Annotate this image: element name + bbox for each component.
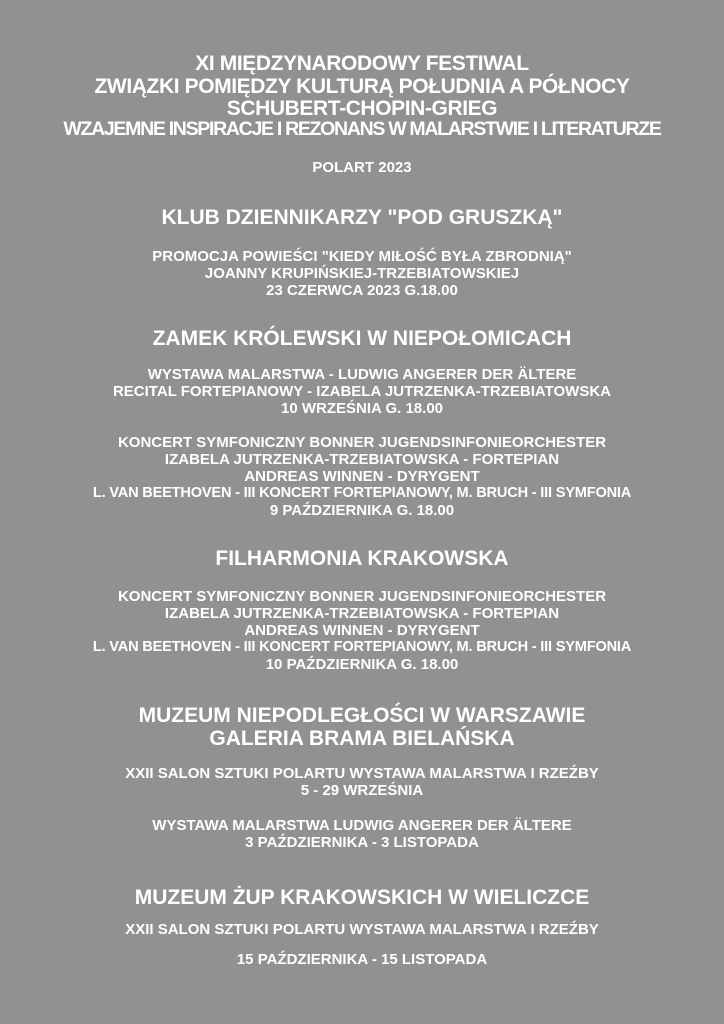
festival-edition: POLART 2023	[312, 159, 412, 176]
event-line: ANDREAS WINNEN - DYRYGENT	[244, 468, 480, 485]
event-line: PROMOCJA POWIEŚCI "KIEDY MIŁOŚĆ BYŁA ZBRODNIĄ"	[152, 248, 572, 265]
festival-title-line-3: SCHUBERT-CHOPIN-GRIEG	[226, 97, 498, 120]
event-line: WYSTAWA MALARSTWA - LUDWIG ANGERER DER ÄLTERE	[147, 366, 577, 383]
event-line: JOANNY KRUPIŃSKIEJ-TRZEBIATOWSKIEJ	[204, 265, 520, 282]
venue-name: MUZEUM NIEPODLEGŁOŚCI W WARSZAWIE	[138, 704, 586, 727]
event-line: L. VAN BEETHOVEN - III KONCERT FORTEPIANOWY, M. BRUCH - III SYMFONIA	[92, 639, 632, 655]
event-line: IZABELA JUTRZENKA-TRZEBIATOWSKA - FORTEPIAN	[164, 451, 560, 468]
event-line: 5 - 29 WRZEŚNIA	[300, 782, 424, 799]
event-line: XXII SALON SZTUKI POLARTU WYSTAWA MALARSTWA I RZEŹBY	[125, 921, 599, 938]
event-line: 23 CZERWCA 2023 G.18.00	[266, 282, 458, 299]
festival-title-line-2: ZWIĄZKI POMIĘDZY KULTURĄ POŁUDNIA A PÓŁNOCY	[94, 75, 630, 98]
event-line: KONCERT SYMFONICZNY BONNER JUGENDSINFONIEORCHESTER	[117, 434, 607, 451]
event-line: RECITAL FORTEPIANOWY - IZABELA JUTRZENKA-TRZEBIATOWSKA	[112, 383, 612, 400]
event-line: IZABELA JUTRZENKA-TRZEBIATOWSKA - FORTEPIAN	[164, 605, 560, 622]
festival-title-line-1: XI MIĘDZYNARODOWY FESTIWAL	[195, 52, 529, 75]
event-line: 10 WRZEŚNIA G. 18.00	[281, 400, 443, 417]
event-line: XXII SALON SZTUKI POLARTU WYSTAWA MALARSTWA I RZEŹBY	[125, 765, 599, 782]
event-line: WYSTAWA MALARSTWA LUDWIG ANGERER DER ÄLTERE	[152, 817, 572, 834]
event-line: KONCERT SYMFONICZNY BONNER JUGENDSINFONIEORCHESTER	[117, 588, 607, 605]
venue-name: MUZEUM ŻUP KRAKOWSKICH W WIELICZCE	[134, 886, 590, 909]
event-line: 10 PAŹDZIERNIKA G. 18.00	[265, 656, 459, 673]
venue-name: FILHARMONIA KRAKOWSKA	[215, 547, 509, 570]
venue-name: ZAMEK KRÓLEWSKI W NIEPOŁOMICACH	[152, 327, 572, 350]
event-line: ANDREAS WINNEN - DYRYGENT	[244, 622, 480, 639]
venue-name: KLUB DZIENNIKARZY "POD GRUSZKĄ"	[161, 206, 563, 229]
event-line: 3 PAŹDZIERNIKA - 3 LISTOPADA	[245, 834, 479, 851]
festival-title-line-4: WZAJEMNE INSPIRACJE I REZONANS W MALARSTWIE I LITERATURZE	[63, 118, 661, 140]
event-line: 15 PAŹDZIERNIKA - 15 LISTOPADA	[236, 951, 488, 968]
event-line: 9 PAŹDZIERNIKA G. 18.00	[269, 502, 455, 519]
event-line: L. VAN BEETHOVEN - III KONCERT FORTEPIANOWY, M. BRUCH - III SYMFONIA	[92, 485, 632, 501]
venue-name: GALERIA BRAMA BIELAŃSKA	[209, 727, 515, 750]
